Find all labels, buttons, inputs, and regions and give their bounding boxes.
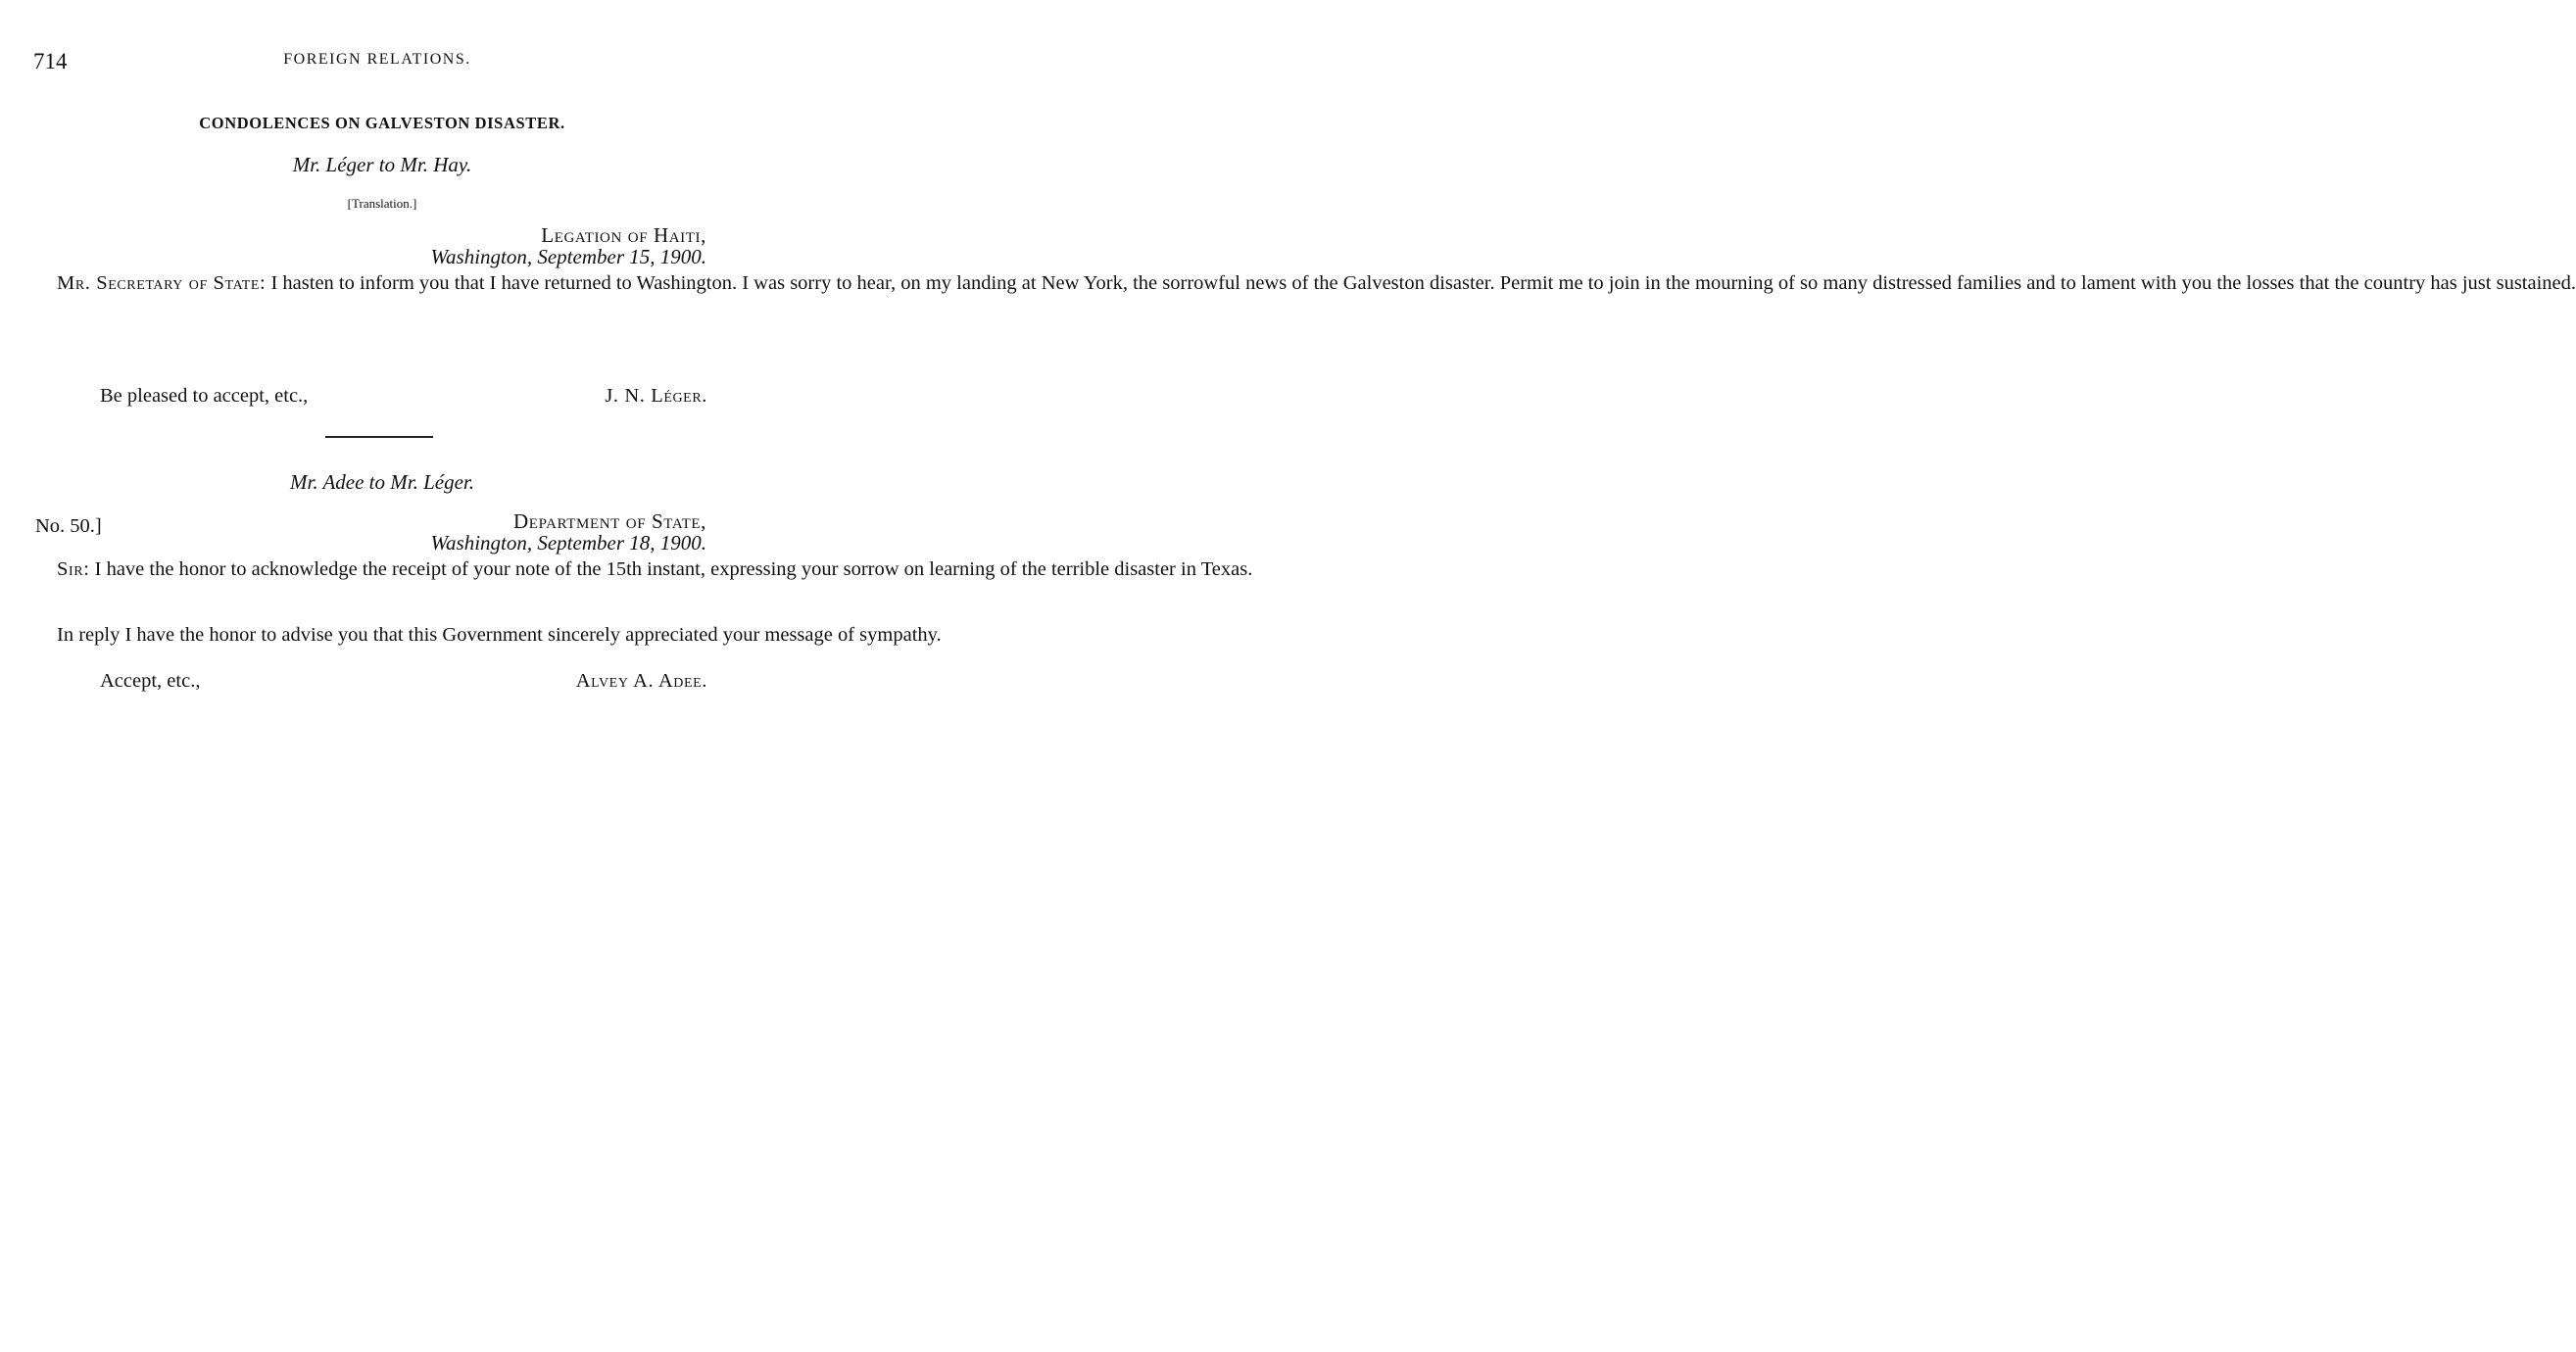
page-number: 714 [33,49,68,73]
section-title: CONDOLENCES ON GALVESTON DISASTER. [199,114,565,132]
letter2-salutation: Sir: [57,558,90,580]
letter2-office: Department of State, [513,509,706,533]
section-divider [325,436,433,438]
letter2-signature: Alvey A. Adee. [575,670,707,692]
letter2-paragraph2: In reply I have the honor to advise you that this Government sincerely appreciated your message of sympathy. [57,624,942,646]
letter2-paragraph1 [35,558,1253,581]
letter1-place-date: Washington, September 15, 1900. [430,245,706,268]
letter2-heading: Mr. Adee to Mr. Léger. [289,470,474,494]
letter1-body [35,272,2576,295]
letter2-signoff [35,670,707,693]
letter1-office: Legation of Haiti, [541,223,706,247]
letter2-number: No. 50.] [35,515,102,537]
letter1-closing: Be pleased to accept, etc., [100,385,309,407]
letter2-closing: Accept, etc., [100,670,201,692]
running-head: FOREIGN RELATIONS. [283,51,471,68]
letter1-signoff [35,385,707,408]
letter1-heading: Mr. Léger to Mr. Hay. [292,153,472,176]
letter1-body-text: I hasten to inform you that I have returned to Washington. I was sorry to hear, on my landing at New York, the sorrowful news of the Galveston disaster. Permit me to join in the mourning of so many distressed families and to lament with you the losses that the country has just sustained. [270,272,2576,294]
letter2-paragraph1-text: I have the honor to acknowledge the receipt of your note of the 15th instant, expressing your sorrow on learning of the terrible disaster in Texas. [94,558,1253,580]
letter2-place-date: Washington, September 18, 1900. [430,531,706,555]
letter1-signature: J. N. Léger. [605,385,707,407]
letter1-salutation: Mr. Secretary of State: [57,272,267,294]
translation-note: [Translation.] [347,196,417,211]
